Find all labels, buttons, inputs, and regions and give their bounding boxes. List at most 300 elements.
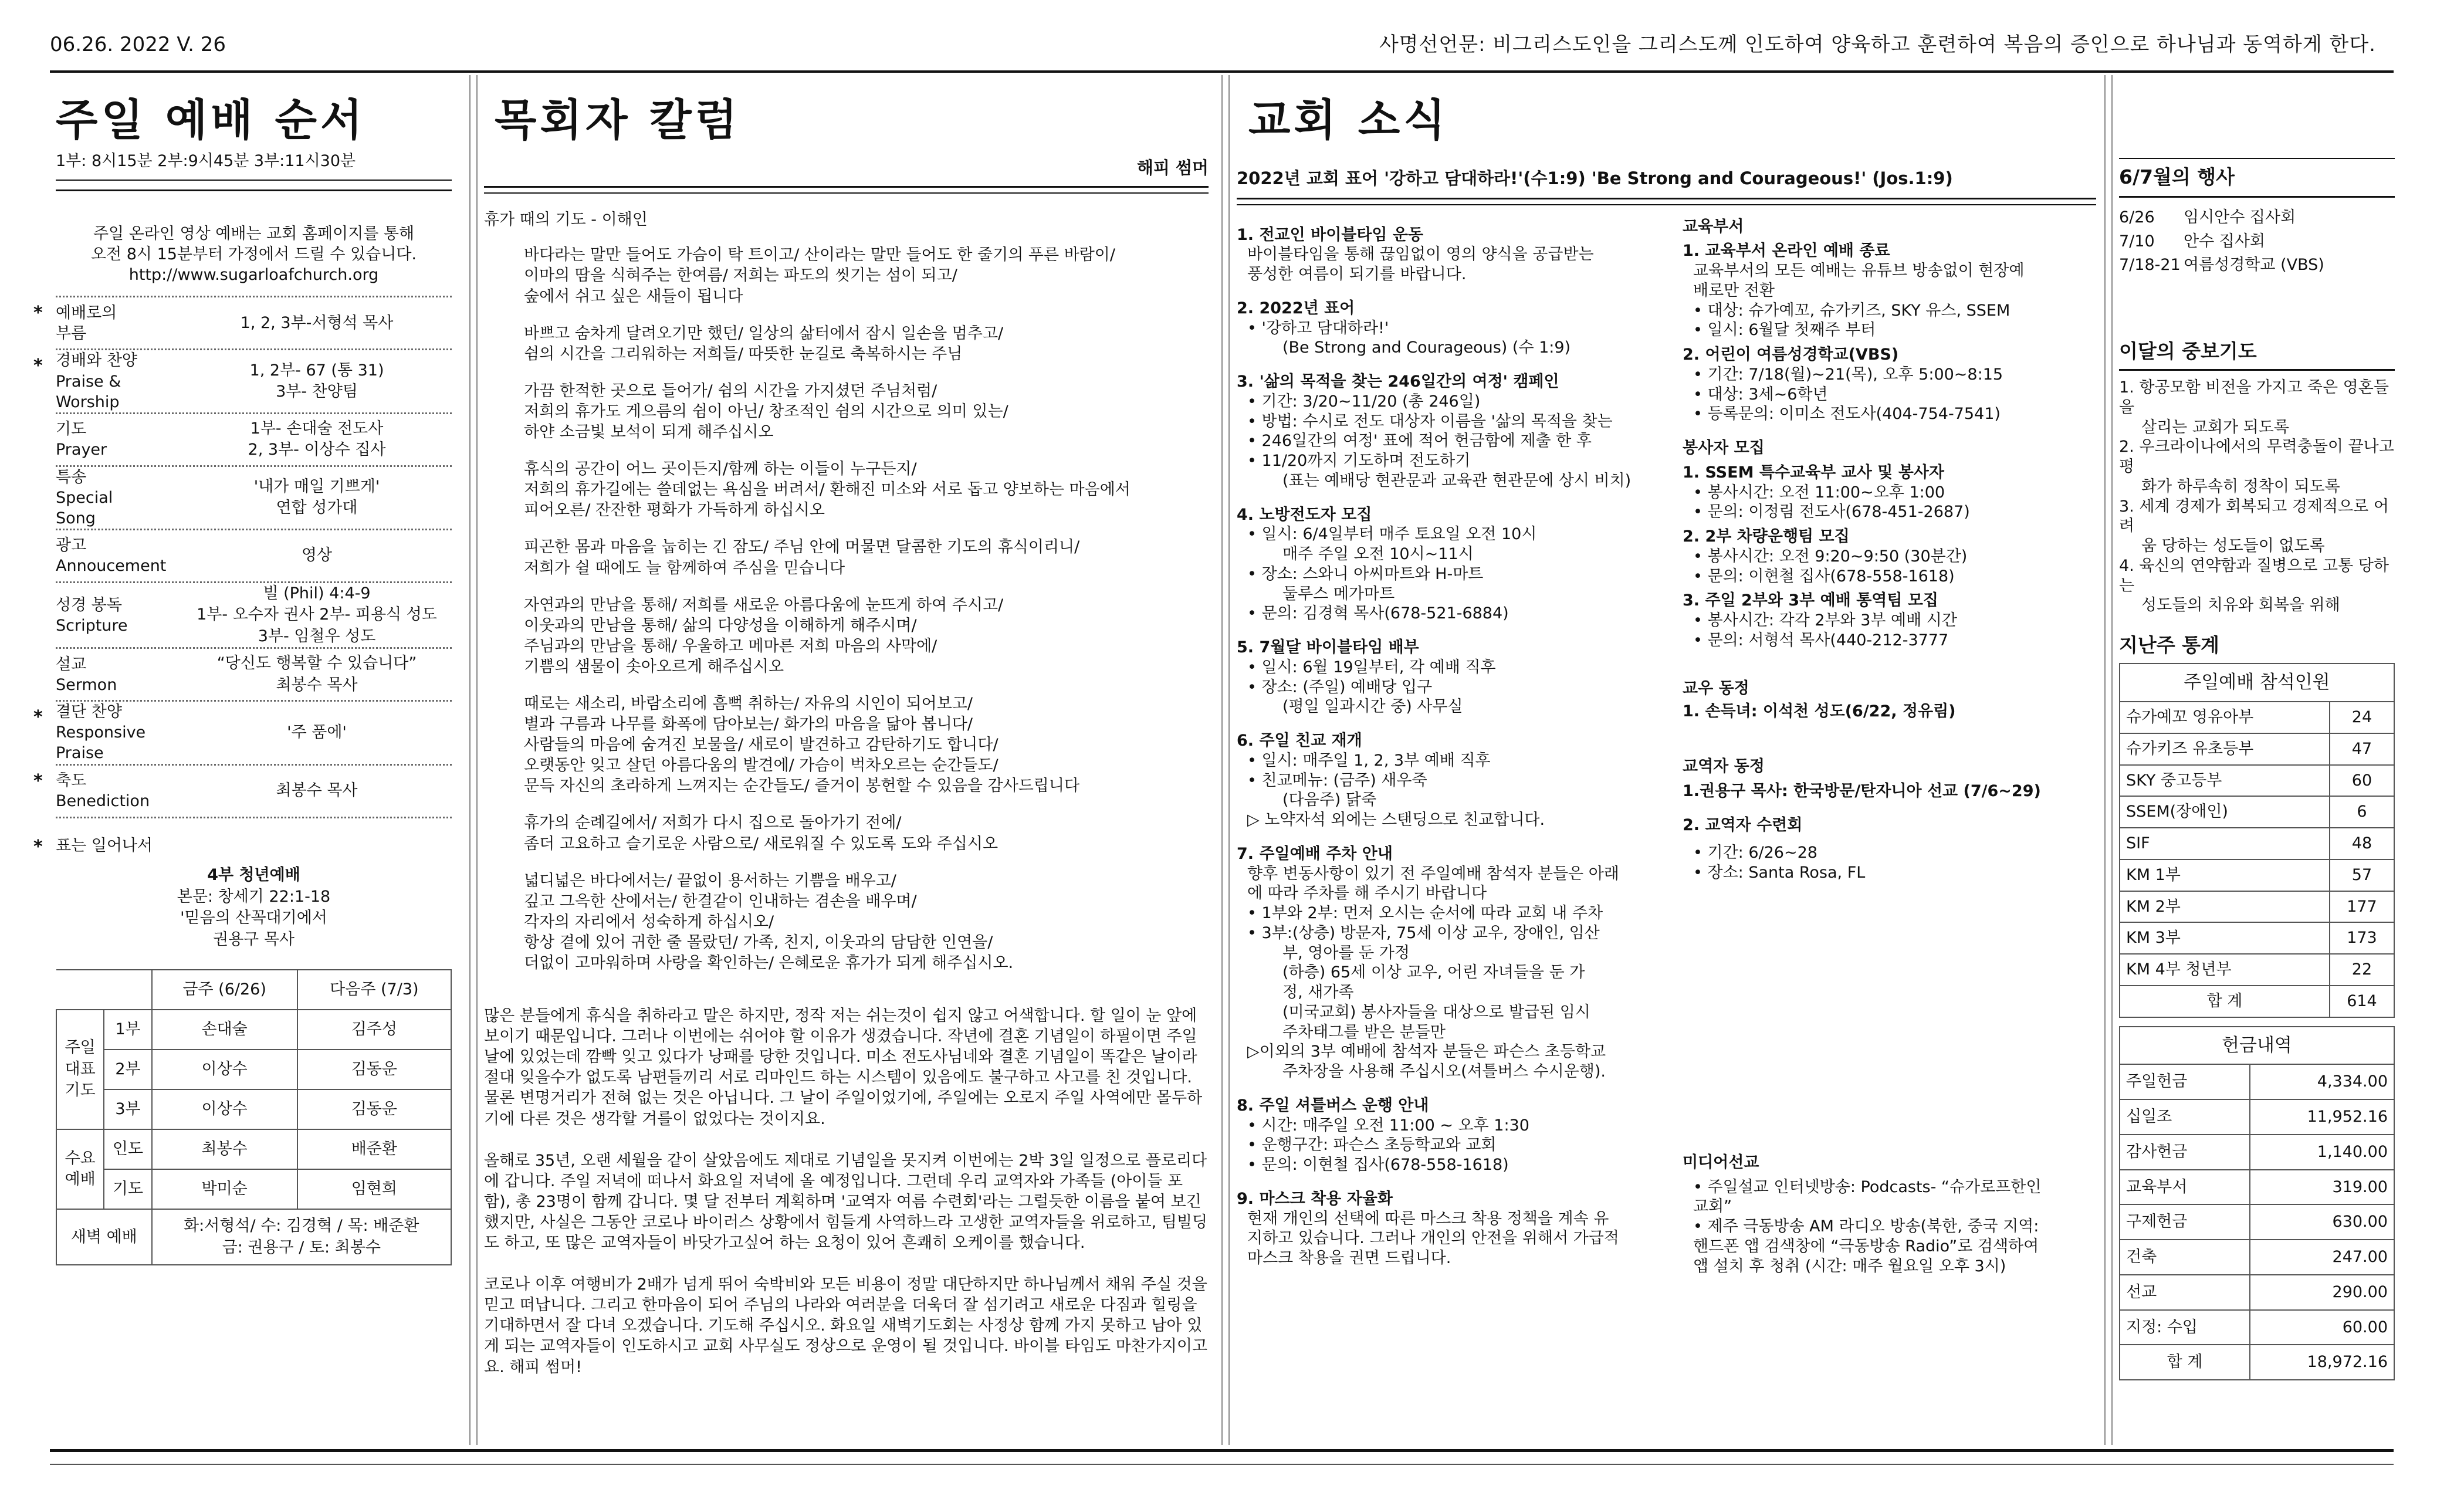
poem-stanza xyxy=(484,595,1209,677)
bullet-text: 대상: 슈가예꼬, 슈가키즈, SKY 유스, SSEM xyxy=(1707,301,2011,320)
attendance-label: KM 4부 청년부 xyxy=(2120,954,2330,986)
bullet-line: • 일시: 6/4일부터 매주 토요일 오전 10시 xyxy=(1247,525,1537,544)
poem-line: 각자의 자리에서 성숙하게 하십시오/ xyxy=(524,912,774,931)
stand-note: * 표는 일어나서 xyxy=(33,836,153,857)
staff-retreat-place: • 장소: Santa Rosa, FL xyxy=(1693,864,1866,882)
news-item-bullets xyxy=(1693,365,2096,424)
order-item-value xyxy=(182,780,452,801)
offering-total: 18,972.16 xyxy=(2250,1345,2394,1380)
order-item-value xyxy=(182,476,452,519)
event-name: 임시안수 집사회 xyxy=(2184,208,2296,227)
bullet-line xyxy=(1247,810,1665,830)
bullet-text: 11/20까지 기도하며 전도하기 xyxy=(1261,452,1471,471)
essay-paragraph: 올해로 35년, 오랜 세월을 같이 살았음에도 제대로 기념일을 못지켜 이번에는 2박 3일 일정으로 플로리다에 갑니다. 주일 저녁에 떠나서 화요일 저녁에 올 예정입니다. 그런데 우리 교역자와 가족들 (아이들 포함), 총 23명이 함께 갑니다. 몇 달 전부터 계획하며 '교역자 여름 수련회'라는 그럴듯한 이름을 붙여 보긴 했지만, 사실은 그동안 코로나 바이러스 상황에서 힘들게 사역하느라 고생한 교역자들을 위로하고, 팀빌딩도 하고, 또 많은 교역자들이 바닷가고싶어 하는 요청이 있어 흔쾌히 오케이를 했습니다. xyxy=(484,1151,1208,1253)
news-item-heading: 4. 노방전도자 모집 xyxy=(1237,505,1372,524)
attendance-count: 22 xyxy=(2330,954,2394,986)
poem-stanza xyxy=(484,323,1209,364)
value-line: 3부- 찬양팀 xyxy=(276,383,358,401)
order-item-label xyxy=(56,702,182,763)
bullet-text: 기간: 7/18(월)~21(목), 오후 5:00~8:15 xyxy=(1707,365,2003,384)
attendance-label: SKY 중고등부 xyxy=(2120,765,2330,797)
table-cell: 2부 xyxy=(104,1050,151,1089)
offering-label: 십일조 xyxy=(2120,1099,2250,1135)
label-line: 특송 xyxy=(56,468,87,486)
value-line: 2, 3부- 이상수 집사 xyxy=(248,441,386,459)
required-star: * xyxy=(33,707,43,728)
attendance-label: 슈가키즈 유초등부 xyxy=(2120,733,2330,765)
poem-stanza xyxy=(484,381,1209,442)
poem-line: 문득 자신의 초라하게 느껴지는 순간들도/ 즐거이 봉헌할 수 있음을 감사드립니다 xyxy=(524,777,1080,796)
label-line: 결단 찬양 xyxy=(56,703,122,722)
bullet-text: 주차장을 사용해 주십시오(셔틀버스 수시운행). xyxy=(1282,1062,1606,1081)
offering-label: 구제헌금 xyxy=(2120,1204,2250,1240)
youth-service xyxy=(56,865,452,950)
essay-paragraph: 코로나 이후 여행비가 2배가 넘게 뛰어 숙박비와 모든 비용이 정말 대단하지만 하나님께서 채워 주실 것을 믿고 떠납니다. 그리고 한마음이 되어 주님의 나라와 여러분을 더욱더 잘 섬기려고 새로운 다짐과 힐링을 기대하면서 잘 다녀 오겠습니다. 기도해 주십시오. 화요일 새벽기도회는 사정상 함께 가지 못하고 남아 있게 되는 교역자들이 인도하시고 교회 사무실도 정상으로 운영이 될 것입니다. 바이블 타임도 마찬가지이고요. 해피 썸머! xyxy=(484,1275,1208,1376)
column-divider xyxy=(476,75,478,1445)
bullet-line: • 문의: 이현철 집사(678-558-1618) xyxy=(1247,1156,1509,1175)
news-item xyxy=(1683,591,2096,650)
table-cell: 3부 xyxy=(104,1089,151,1129)
offering-label: 감사헌금 xyxy=(2120,1135,2250,1170)
news-item xyxy=(1683,527,2096,586)
poem-line: 사람들의 마음에 숨겨진 보물을/ 새로이 발견하고 감탄하기도 합니다/ xyxy=(524,736,999,754)
text-line: 마스크 착용을 권면 드립니다. xyxy=(1247,1249,1451,1268)
poem-stanza xyxy=(484,871,1209,973)
poem-line: 이마의 땀을 식혀주는 한여름/ 저희는 파도의 씻기는 섬이 되고/ xyxy=(524,266,957,285)
media-heading: 미디어선교 xyxy=(1683,1153,1759,1172)
issue-date: 06.26. 2022 V. 26 xyxy=(50,33,226,56)
value-line: '내가 매일 기쁘게' xyxy=(253,477,380,496)
bullet-text: 일시: 매주일 1, 2, 3부 예배 직후 xyxy=(1261,751,1491,770)
bottom-rule xyxy=(50,1449,2394,1452)
column-divider xyxy=(2111,75,2113,1445)
bullet-text: 문의: 이현철 집사(678-558-1618) xyxy=(1261,1156,1509,1175)
label-line: 예배로의 xyxy=(56,303,117,322)
notice-line: 주일 온라인 영상 예배는 교회 홈페이지를 통해 xyxy=(93,225,415,243)
column-divider xyxy=(1228,75,1230,1445)
bullet-text: 문의: 김경혁 목사(678-521-6884) xyxy=(1261,604,1509,623)
label-line: 축도 xyxy=(56,771,87,790)
order-item xyxy=(33,297,452,350)
worship-order-column xyxy=(33,85,452,1446)
table-header: 다음주 (7/3) xyxy=(297,970,451,1010)
bullet-text: 1부와 2부: 먼저 오시는 순서에 따라 교회 내 주차 xyxy=(1261,904,1603,923)
offering-label: 건축 xyxy=(2120,1240,2250,1275)
value-line: 연합 성가대 xyxy=(276,499,358,517)
poem-line: 별과 구름과 나무를 화폭에 담아보는/ 화가의 마음을 닮아 봅니다/ xyxy=(524,715,973,734)
bullet-text: 일시: 6월달 첫째주 부터 xyxy=(1707,321,1876,340)
pastor-column xyxy=(484,85,1209,1446)
text-line: 에 따라 주차를 해 주시기 바랍니다 xyxy=(1247,884,1487,903)
news-item-heading: 2. 2부 차량운행팀 모집 xyxy=(1683,527,1850,546)
youth-title: 4부 청년예배 xyxy=(207,866,300,885)
text-line: 풍성한 여름이 되기를 바랍니다. xyxy=(1247,265,1467,284)
prayer-line: 성도들의 치유와 회복을 위해 xyxy=(2141,596,2340,615)
event-row xyxy=(2119,230,2395,254)
label-line: 기도 xyxy=(56,420,87,439)
poem-line: 때로는 새소리, 바람소리에 흠뻑 취하는/ 자유의 시인이 되어보고/ xyxy=(524,694,973,713)
bullet-line: • 일시: 매주일 1, 2, 3부 예배 직후 xyxy=(1247,751,1491,770)
staff-news-2: 2. 교역자 수련회 xyxy=(1683,815,1803,834)
label-line: Praise & xyxy=(56,372,121,391)
attendance-label: KM 3부 xyxy=(2120,922,2330,954)
notice-line: 오전 8시 15분부터 가정에서 드릴 수 있습니다. xyxy=(90,245,417,264)
media-item-cont: 핸드폰 앱 검색창에 “극동방송 Radio”로 검색하여 xyxy=(1693,1237,2039,1255)
event-row xyxy=(2119,206,2395,230)
service-times: 1부: 8시15분 2부:9시45분 3부:11시30분 xyxy=(56,151,452,181)
attendance-label: SIF xyxy=(2120,828,2330,859)
news-item-heading: 2. 어린이 여름성경학교(VBS) xyxy=(1683,346,1899,364)
label-line: 부름 xyxy=(56,324,87,343)
church-motto: 2022년 교회 표어 '강하고 담대하라!'(수1:9) 'Be Strong and Courageous!' (Jos.1:9) xyxy=(1237,168,2096,199)
value-line: 3부- 임철우 성도 xyxy=(258,627,376,645)
bullet-line: • 대상: 슈가예꼬, 슈가키즈, SKY 유스, SSEM xyxy=(1693,301,2011,320)
poem-line: 피곤한 몸과 마음을 눕히는 긴 잠도/ 주님 안에 머물면 달콤한 기도의 휴식이리니/ xyxy=(524,538,1080,557)
order-item-value xyxy=(182,653,452,696)
order-item-label xyxy=(56,770,182,811)
value-line: 최봉수 목사 xyxy=(276,675,358,694)
bullet-line: • 246일간의 여정' 표에 적어 헌금함에 제출 한 후 xyxy=(1247,432,1592,451)
news-left xyxy=(1237,205,1665,1277)
label-line: 성경 봉독 xyxy=(56,595,122,614)
mission-statement: 사명선언문: 비그리스도인을 그리스도께 인도하여 양육하고 훈련하여 복음의 증인으로 하나님과 동역하게 한다. xyxy=(1379,33,2376,56)
media-item-cont: 앱 설치 후 청취 (시간: 매주 월요일 오후 3시) xyxy=(1693,1257,2006,1275)
prayer-line: 2. 우크라이나에서의 무력충돌이 끝나고 평 xyxy=(2119,438,2394,476)
poem-line: 저희의 휴가길에는 쓸데없는 욕심을 버려서/ 환해진 미소와 서로 돕고 양보하는 마음에서 xyxy=(524,480,1131,499)
top-rule xyxy=(50,70,2394,73)
offering-amount: 247.00 xyxy=(2250,1240,2394,1275)
bullet-text: (하층) 65세 이상 교우, 어린 자녀들을 둔 가 xyxy=(1282,963,1585,982)
label-line: Prayer xyxy=(56,441,107,459)
bullet-line: • '강하고 담대하라!' xyxy=(1247,319,1389,337)
table-cell: 이상수 xyxy=(152,1050,297,1089)
offering-label: 주일헌금 xyxy=(2120,1064,2250,1099)
attendance-count: 60 xyxy=(2330,765,2394,797)
poem-line: 쉼의 시간을 그리워하는 저희들/ 따뜻한 눈길로 축복하시는 주님 xyxy=(524,344,963,363)
attendance-count: 24 xyxy=(2330,702,2394,733)
news-item-heading: 1. 교육부서 온라인 예배 종료 xyxy=(1683,242,1890,260)
bullet-line: • 친교메뉴: (금주) 새우죽 xyxy=(1247,771,1427,790)
divider xyxy=(2119,85,2395,159)
value-line: 1부- 오수자 권사 2부- 피용식 성도 xyxy=(197,605,437,624)
stats-title: 지난주 통계 xyxy=(2119,634,2219,656)
bullet-line xyxy=(1247,338,1665,358)
pastor-column-title: 목회자 칼럼 xyxy=(495,95,741,145)
bullet-line: • 기간: 3/20~11/20 (총 246일) xyxy=(1247,392,1481,411)
table-cell: 최봉수 xyxy=(152,1129,297,1169)
prayer-item xyxy=(2119,378,2395,437)
dawn-line: 화:서형석/ 수: 김경혁 / 목: 배준환 xyxy=(184,1217,419,1236)
events-list xyxy=(2119,206,2395,277)
media-item-cont: 교회” xyxy=(1693,1197,1732,1216)
required-star: * xyxy=(33,303,43,324)
bullet-line: • 시간: 매주일 오전 11:00 ~ 오후 1:30 xyxy=(1247,1116,1529,1135)
bullet-line xyxy=(1247,584,1665,604)
table-cell: 김동운 xyxy=(297,1050,451,1089)
bullet-text: (미국교회) 봉사자들을 대상으로 발급된 임시 xyxy=(1282,1003,1590,1021)
prayer-item xyxy=(2119,437,2395,496)
column-divider xyxy=(469,75,471,1445)
label-line: 경배와 찬양 xyxy=(56,351,137,370)
essay xyxy=(484,1006,1209,1377)
text-line: 향후 변동사항이 있기 전 주일예배 참석자 분들은 아래 xyxy=(1247,864,1619,883)
order-item xyxy=(33,766,452,818)
bullet-line: • 방법: 수시로 전도 대상자 이름을 '삶의 목적을 찾는 xyxy=(1247,412,1613,431)
bullet-line xyxy=(1247,963,1665,983)
bullet-line: • 문의: 서형석 목사(440-212-3777 xyxy=(1693,631,1949,649)
value-line: 빌 (Phil) 4:4-9 xyxy=(263,584,371,603)
table-cell: 박미순 xyxy=(152,1169,297,1209)
bullet-line xyxy=(1247,1062,1665,1082)
label-line: Special xyxy=(56,488,113,507)
poem-stanza xyxy=(484,813,1209,854)
divider xyxy=(1237,199,2096,205)
order-item-value xyxy=(182,313,452,334)
news-item-heading: 3. '삶의 목적을 찾는 246일간의 여정' 캠페인 xyxy=(1237,373,1559,391)
online-notice xyxy=(56,224,452,285)
bullet-line: • 봉사시간: 오전 9:20~9:50 (30분간) xyxy=(1693,547,1968,566)
youth-line: 본문: 창세기 22:1-18 xyxy=(177,887,331,906)
order-item xyxy=(56,414,452,467)
offering-table xyxy=(2119,1026,2395,1381)
label-line: Responsive xyxy=(56,723,146,742)
news-title: 교회 소식 xyxy=(1248,95,1449,145)
poem-line: 저희의 휴가도 게으름의 쉼이 아닌/ 창조적인 쉼의 시간으로 의미 있는/ xyxy=(524,402,1008,421)
website-link[interactable]: http://www.sugarloafchurch.org xyxy=(128,266,379,285)
text-line: 교육부서의 모든 예배는 유튜브 방송없이 현장예 xyxy=(1693,262,2025,280)
event-name: 안수 집사회 xyxy=(2184,232,2265,251)
bullet-text: '강하고 담대하라!' xyxy=(1261,319,1389,337)
bullet-line xyxy=(1247,790,1665,810)
bullet-line: • 11/20까지 기도하며 전도하기 xyxy=(1247,452,1471,471)
label-line: Benediction xyxy=(56,792,150,811)
staff-news-1: 1.권용구 목사: 한국방문/탄자니아 선교 (7/6~29) xyxy=(1683,781,2041,800)
bullet-text: ▷ 노약자석 외에는 스탠딩으로 친교합니다. xyxy=(1247,811,1545,830)
order-item xyxy=(56,649,452,702)
attendance-label: SSEM(장애인) xyxy=(2120,796,2330,828)
offering-amount: 1,140.00 xyxy=(2250,1135,2394,1170)
bullet-line: • 일시: 6월 19일부터, 각 예배 직후 xyxy=(1247,658,1496,676)
label-line: Sermon xyxy=(56,675,117,694)
poem-line: 자연과의 만남을 통해/ 저희를 새로운 아름다움에 눈뜨게 하여 주시고/ xyxy=(524,595,1004,614)
edu-heading: 교육부서 xyxy=(1683,217,1744,236)
member-news-heading: 교우 동정 xyxy=(1683,679,1749,698)
column-divider xyxy=(1221,75,1223,1445)
events-title: 6/7월의 행사 xyxy=(2119,165,2395,198)
bullet-text: 246일간의 여정' 표에 적어 헌금함에 제출 한 후 xyxy=(1261,432,1592,451)
member-news: 1. 손득녀: 이석천 성도(6/22, 정유림) xyxy=(1683,702,1956,721)
order-item-label xyxy=(56,654,182,695)
news-item-bullets xyxy=(1247,751,1665,830)
order-item xyxy=(56,467,452,530)
group-label: 주일 대표 기도 xyxy=(56,1010,104,1129)
poem-line: 넓디넓은 바다에서는/ 끝없이 용서하는 기쁨을 배우고/ xyxy=(524,871,896,890)
bullet-text: 봉사시간: 각각 2부와 3부 예배 시간 xyxy=(1707,611,1957,630)
attendance-count: 48 xyxy=(2330,828,2394,859)
news-item-bullets xyxy=(1247,903,1665,1082)
event-date: 7/10 xyxy=(2119,232,2155,251)
poem-stanza xyxy=(484,537,1209,578)
poem-line: 하얀 소금빛 보석이 되게 해주십시오 xyxy=(524,423,774,442)
edu-list xyxy=(1683,241,2096,424)
news-item-bullets xyxy=(1247,392,1665,491)
poem-line: 저희가 쉴 때에도 늘 함께하여 주심을 믿습니다 xyxy=(524,559,845,577)
bullet-text: 부, 영아를 둔 가정 xyxy=(1282,943,1410,962)
bullet-line xyxy=(1247,943,1665,963)
attendance-label: KM 1부 xyxy=(2120,859,2330,891)
poem-stanza xyxy=(484,459,1209,520)
poem-line: 좀더 고요하고 슬기로운 사람으로/ 새로워질 수 있도록 도와 주십시오 xyxy=(524,834,999,853)
offering-total-label: 합 계 xyxy=(2120,1345,2250,1380)
bullet-line: • 등록문의: 이미소 전도사(404-754-7541) xyxy=(1693,405,2001,424)
bullet-text: 대상: 3세~6학년 xyxy=(1707,385,1828,404)
label-line: Scripture xyxy=(56,616,128,635)
news-item xyxy=(1237,505,1665,624)
attendance-count: 177 xyxy=(2330,891,2394,923)
poem-line: 숲에서 쉬고 싶은 새들이 됩니다 xyxy=(524,287,743,306)
bullet-line: • 봉사시간: 오전 11:00~오후 1:00 xyxy=(1693,483,1945,502)
news-right xyxy=(1683,205,2096,1277)
news-item-text xyxy=(1247,1209,1665,1268)
order-item-value xyxy=(182,418,452,461)
prayer-item xyxy=(2119,497,2395,556)
bullet-text: 일시: 6월 19일부터, 각 예배 직후 xyxy=(1261,658,1496,676)
prayer-line: 1. 항공모함 비전을 가지고 죽은 영혼들을 xyxy=(2119,378,2389,417)
bullet-text: 등록문의: 이미소 전도사(404-754-7541) xyxy=(1707,405,2001,424)
bullet-line: • 봉사시간: 각각 2부와 3부 예배 시간 xyxy=(1693,611,1957,630)
bullet-text: 문의: 이정림 전도사(678-451-2687) xyxy=(1707,503,1970,522)
news-item-heading: 1. 전교인 바이블타임 운동 xyxy=(1237,225,1424,244)
order-item-label xyxy=(56,467,182,529)
bullet-text: (다음주) 닭죽 xyxy=(1282,791,1377,810)
order-list xyxy=(33,296,452,818)
offering-amount: 319.00 xyxy=(2250,1170,2394,1205)
order-item-label xyxy=(56,595,182,636)
prayer-line: 3. 세계 경제가 회복되고 경제적으로 어려 xyxy=(2119,497,2389,536)
news-item-bullets xyxy=(1247,658,1665,717)
divider xyxy=(484,188,1209,194)
news-item-bullets xyxy=(1247,319,1665,358)
poem-line: 주님과의 만남을 통해/ 우울하고 메마른 저희 마음의 사막에/ xyxy=(524,637,937,655)
worship-order-title: 주일 예배 순서 xyxy=(56,95,366,145)
bullet-text: (표는 예배당 현관문과 교육관 현관문에 상시 비치) xyxy=(1282,471,1632,490)
offering-amount: 4,334.00 xyxy=(2250,1064,2394,1099)
poem xyxy=(484,245,1209,973)
table-header: 금주 (6/26) xyxy=(152,970,297,1010)
stats-column xyxy=(2119,85,2395,1446)
bullet-text: (평일 일과시간 중) 사무실 xyxy=(1282,698,1463,716)
offering-amount: 60.00 xyxy=(2250,1310,2394,1345)
poem-line: 피어오른/ 잔잔한 평화가 가득하게 하십시오 xyxy=(524,501,825,520)
poem-line: 항상 곁에 있어 귀한 줄 몰랐던/ 가족, 친지, 이웃과의 담담한 인연을/ xyxy=(524,933,993,952)
required-star: * xyxy=(33,356,43,377)
prayer-leader-table xyxy=(56,969,452,1265)
order-item xyxy=(56,530,452,583)
news-item-text xyxy=(1693,261,2096,301)
order-item xyxy=(33,350,452,414)
order-item-label xyxy=(56,535,182,576)
bullet-line: • 운행구간: 파슨스 초등학교와 교회 xyxy=(1247,1136,1497,1155)
bullet-line: • 일시: 6월달 첫째주 부터 xyxy=(1693,321,1876,340)
poem-line: 기쁨의 샘물이 솟아오르게 해주십시오 xyxy=(524,657,784,676)
bullet-text: 장소: 스와니 아씨마트와 H-마트 xyxy=(1261,564,1484,583)
bottom-rule-thin xyxy=(50,1464,2394,1465)
news-column xyxy=(1237,85,2096,1446)
label-line: Worship xyxy=(56,392,120,411)
poem-line: 오랫동안 잊고 살던 아름다움의 발견에/ 가슴이 벅차오르는 순간들도/ xyxy=(524,756,999,775)
news-item-heading: 3. 주일 2부와 3부 예배 통역팀 모집 xyxy=(1683,591,1938,610)
order-item-value xyxy=(182,722,452,743)
label-line: Song xyxy=(56,509,96,527)
bullet-text: 운행구간: 파슨스 초등학교와 교회 xyxy=(1261,1136,1497,1155)
label-line: 광고 xyxy=(56,536,87,555)
bullet-line: • 문의: 김경혁 목사(678-521-6884) xyxy=(1247,604,1509,623)
attendance-table xyxy=(2119,663,2395,1017)
prayer-line: 4. 육신의 연약함과 질병으로 고통 당하는 xyxy=(2119,556,2389,595)
news-item-heading: 9. 마스크 착용 자율화 xyxy=(1237,1189,1393,1208)
table-cell: 배준환 xyxy=(297,1129,451,1169)
bullet-text: 문의: 이현철 집사(678-558-1618) xyxy=(1707,567,1955,585)
offering-amount: 630.00 xyxy=(2250,1204,2394,1240)
bullet-line xyxy=(1247,471,1665,491)
value-line: 영상 xyxy=(301,546,333,565)
bullet-text: 둘루스 메가마트 xyxy=(1282,584,1395,603)
bullet-line: • 장소: (주일) 예배당 입구 xyxy=(1247,678,1433,696)
poem-line: 바쁘고 숨차게 달려오기만 했던/ 일상의 삶터에서 잠시 일손을 멈추고/ xyxy=(524,324,1004,343)
value-line: 1, 2, 3부-서형석 목사 xyxy=(240,313,394,332)
label-line: 설교 xyxy=(56,655,87,673)
text-line: 지하고 있습니다. 그러나 개인의 안전을 위해서 가급적 xyxy=(1247,1229,1619,1248)
offering-label: 교육부서 xyxy=(2120,1170,2250,1205)
news-item-heading: 7. 주일예배 주차 안내 xyxy=(1237,844,1393,863)
bullet-line xyxy=(1247,1042,1665,1062)
bullet-text: ▷이외의 3부 예배에 참석자 분들은 파슨스 초등학교 xyxy=(1247,1043,1606,1061)
dawn-label: 새벽 예배 xyxy=(56,1209,152,1265)
offering-amount: 11,952.16 xyxy=(2250,1099,2394,1135)
dawn-line: 금: 권용구 / 토: 최봉수 xyxy=(222,1238,381,1257)
essay-paragraph: 많은 분들에게 휴식을 취하라고 말은 하지만, 정작 저는 쉬는것이 쉽지 않고 어색합니다. 할 일이 눈 앞에 보이기 때문입니다. 그러나 이번에는 쉬어야 할 이유가 생겼습니다. 작년에 결혼 기념일이 하필이면 주일날에 있었는데 깜빡 잊고 있다가 낭패를 당한 것입니다. 미소 전도사님네와 결혼 기념일이 똑같은 날이라 절대 잊을수가 없도록 남편들끼리 서로 리마인드 하는 시스템이 있음에도 불구하고 사고를 친 것입니다. 물론 변명거리가 전혀 없는 것은 아닙니다. 그 날이 주일이었기에, 주일에는 오로지 주일 사역에만 몰두하기에 다른 것은 생각할 겨를이 없었다는 것이지요. xyxy=(484,1007,1203,1128)
attendance-label: KM 2부 xyxy=(2120,891,2330,923)
volunteer-heading: 봉사자 모집 xyxy=(1683,439,1765,458)
news-item-bullets xyxy=(1247,1116,1665,1175)
staff-retreat-date: • 기간: 6/26~28 xyxy=(1693,844,1817,862)
news-item xyxy=(1237,299,1665,358)
order-item-label xyxy=(56,303,182,344)
news-item xyxy=(1237,372,1665,491)
bullet-text: 방법: 수시로 전도 대상자 이름을 '삶의 목적을 찾는 xyxy=(1261,412,1613,431)
bullet-line xyxy=(1247,1023,1665,1043)
required-star: * xyxy=(33,770,43,791)
bullet-text: 주차태그를 받은 분들만 xyxy=(1282,1023,1446,1041)
news-item-bullets xyxy=(1693,611,2096,651)
value-line: 1, 2부- 67 (통 31) xyxy=(249,361,384,380)
attendance-count: 57 xyxy=(2330,859,2394,891)
prayer-title: 이달의 중보기도 xyxy=(2119,339,2395,371)
poem-line: 깊고 그윽한 산에서는/ 한결같이 인내하는 겸손을 배우며/ xyxy=(524,892,917,911)
bullet-line: • 1부와 2부: 먼저 오시는 순서에 따라 교회 내 주차 xyxy=(1247,904,1603,923)
news-item xyxy=(1237,731,1665,830)
bullet-line xyxy=(1247,983,1665,1003)
table-cell: 1부 xyxy=(104,1010,151,1050)
attendance-title: 주일예배 참석인원 xyxy=(2120,664,2394,702)
event-row xyxy=(2119,253,2395,277)
event-date: 7/18-21 xyxy=(2119,256,2181,275)
poem-line: 이웃과의 만남을 통해/ 삶의 다양성을 이해하게 해주시며/ xyxy=(524,616,917,635)
bullet-line: • 장소: 스와니 아씨마트와 H-마트 xyxy=(1247,564,1484,583)
news-item-bullets xyxy=(1693,301,2096,341)
offering-amount: 290.00 xyxy=(2250,1275,2394,1310)
table-cell: 기도 xyxy=(104,1169,151,1209)
